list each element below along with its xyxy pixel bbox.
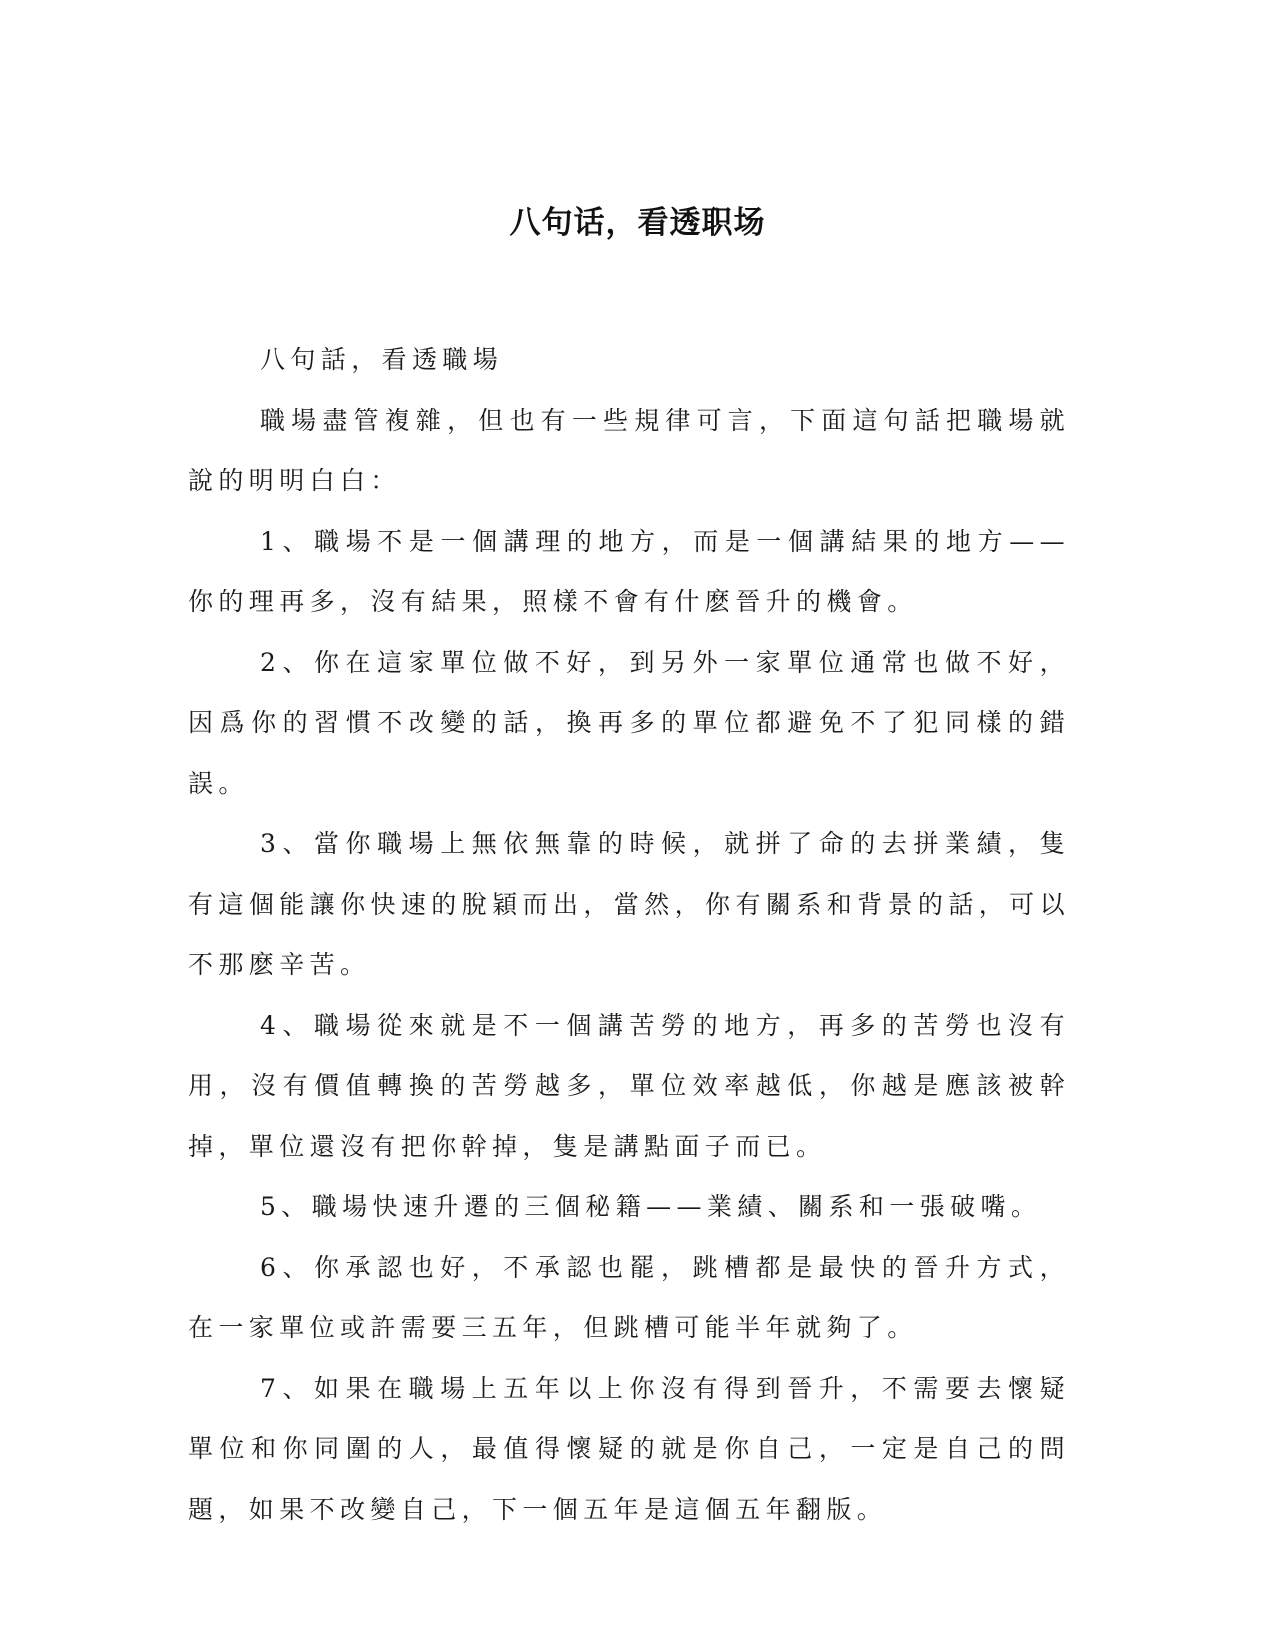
paragraph-point-5: 5、職場快速升遷的三個秘籍——業績、關系和一張破嘴。 bbox=[260, 1192, 1042, 1221]
paragraph-point-7: 7、如果在職場上五年以上你沒有得到晉升，不需要去懷疑單位和你同圍的人，最值得懷疑的就是你自己，一定是自己的問題，如果不改變自己，下一個五年是這個五年翻版。 bbox=[188, 1373, 1070, 1524]
paragraph-point-2: 2、你在這家單位做不好，到另外一家單位通常也做不好，因爲你的習慣不改變的話，換再多的單位都避免不了犯同樣的錯誤。 bbox=[188, 647, 1070, 798]
paragraph-point-3: 3、當你職場上無依無靠的時候，就拼了命的去拼業績，隻有這個能讓你快速的脫穎而出，當然，你有關系和背景的話，可以不那麽辛苦。 bbox=[188, 829, 1070, 979]
document-body bbox=[188, 330, 1070, 1540]
paragraph-intro: 職場盡管複雜，但也有一些規律可言，下面這句話把職場就說的明明白白： bbox=[188, 405, 1070, 495]
paragraph-point-1: 1、職場不是一個講理的地方，而是一個講結果的地方——你的理再多，沒有結果，照樣不會有什麽晉升的機會。 bbox=[188, 526, 1070, 616]
page-title: 八句话，看透职场 bbox=[509, 205, 766, 241]
paragraph-point-4: 4、職場從來就是不一個講苦勞的地方，再多的苦勞也沒有用，沒有價值轉換的苦勞越多，單位效率越低，你越是應該被幹掉，單位還沒有把你幹掉，隻是講點面子而已。 bbox=[188, 1010, 1070, 1161]
paragraph-point-6: 6、你承認也好，不承認也罷，跳槽都是最快的晉升方式，在一家單位或許需要三五年，但跳槽可能半年就夠了。 bbox=[188, 1252, 1070, 1342]
paragraph-subtitle: 八句話，看透職場 bbox=[260, 345, 504, 374]
